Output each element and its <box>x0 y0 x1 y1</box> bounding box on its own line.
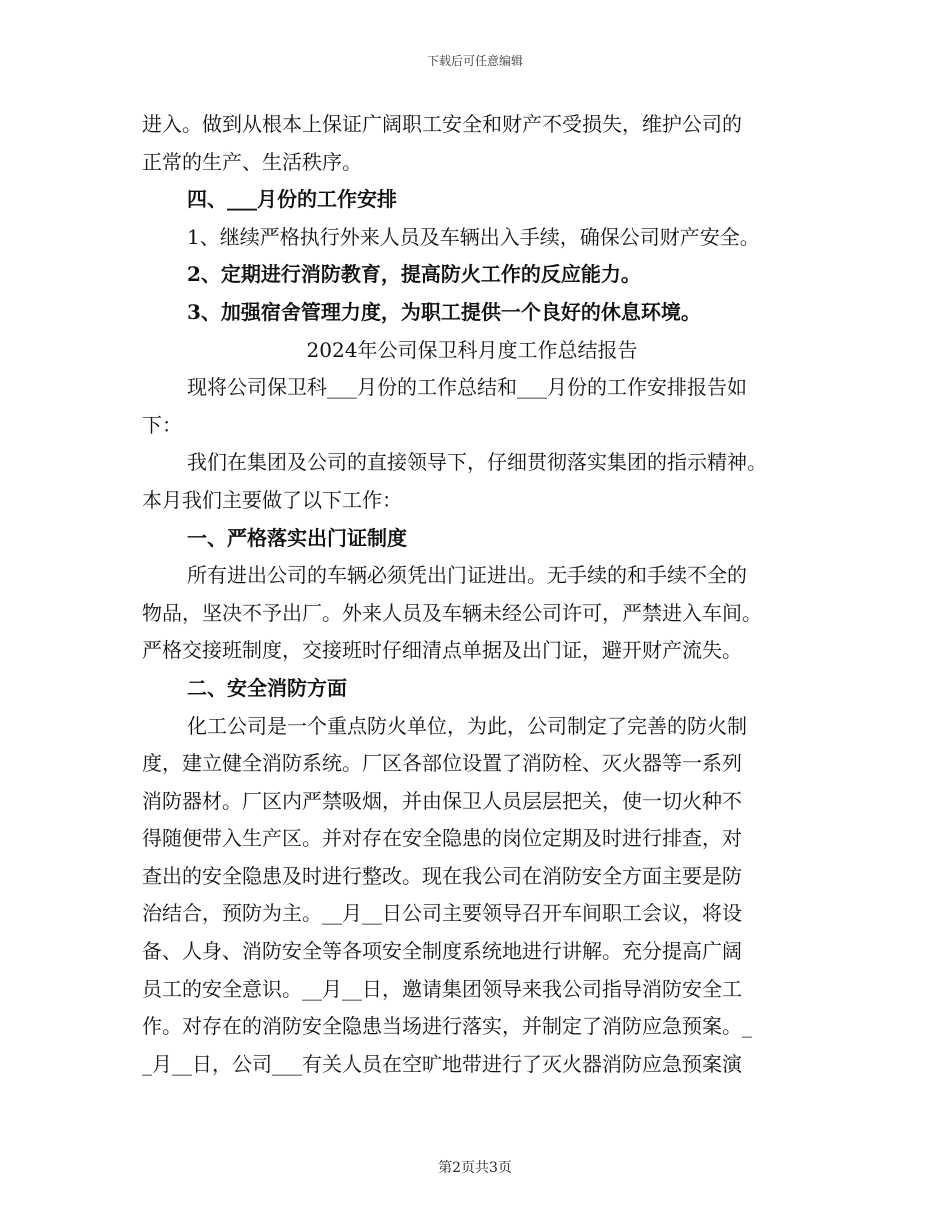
body-line: 所有进出公司的车辆必须凭出门证进出。无手续的和手续不全的 <box>187 563 747 588</box>
body-line: 我们在集团及公司的直接领导下，仔细贯彻落实集团的指示精神。 <box>187 450 767 475</box>
body-line: 1、继续严格执行外来人员及车辆出入手续，确保公司财产安全。 <box>187 224 760 249</box>
page-header-note: 下载后可任意编辑 <box>426 54 523 68</box>
body-line: 正常的生产、生活秩序。 <box>142 149 362 174</box>
page-number: 第2页共3页 <box>438 1160 512 1176</box>
body-line: 现将公司保卫科___月份的工作总结和___月份的工作安排报告如 <box>187 375 747 400</box>
body-line: 度，建立健全消防系统。厂区各部位设置了消防栓、灭火器等一系列 <box>142 751 742 776</box>
body-line: 化工公司是一个重点防火单位，为此，公司制定了完善的防火制 <box>187 713 747 738</box>
body-line: 消防器材。厂区内严禁吸烟，并由保卫人员层层把关，使一切火种不 <box>142 788 742 813</box>
body-line: 查出的安全隐患及时进行整改。现在我公司在消防安全方面主要是防 <box>142 863 742 888</box>
body-line: 物品，坚决不予出厂。外来人员及车辆未经公司许可，严禁进入车间。 <box>142 600 762 625</box>
body-line: 本月我们主要做了以下工作： <box>142 487 402 512</box>
body-line: _月__日，公司___有关人员在空旷地带进行了灭火器消防应急预案演 <box>142 1051 742 1076</box>
document-title: 2024年公司保卫科月度工作总结报告 <box>306 337 638 362</box>
body-line: 进入。做到从根本上保证广阔职工安全和财产不受损失，维护公司的 <box>142 112 742 136</box>
body-line: 下： <box>142 412 182 437</box>
body-line: 备、人身、消防安全等各项安全制度系统地进行讲解。充分提高广阔 <box>142 939 742 964</box>
section-heading: 二、安全消防方面 <box>187 675 347 700</box>
body-line: 作。对存在的消防安全隐患当场进行落实，并制定了消防应急预案。_ <box>142 1014 752 1039</box>
section-heading: 一、严格落实出门证制度 <box>187 525 407 550</box>
body-line: 3、加强宿舍管理力度，为职工提供一个良好的休息环境。 <box>187 299 701 324</box>
body-line: 2、定期进行消防教育，提高防火工作的反应能力。 <box>187 262 641 287</box>
document-body <box>142 106 802 1083</box>
section-heading: 四、___月份的工作安排 <box>187 187 397 212</box>
body-line: 严格交接班制度，交接班时仔细清点单据及出门证，避开财产流失。 <box>142 638 742 663</box>
body-line: 员工的安全意识。__月__日，邀请集团领导来我公司指导消防安全工 <box>142 976 742 1001</box>
body-line: 治结合，预防为主。__月__日公司主要领导召开车间职工会议，将设 <box>142 901 742 926</box>
body-line: 得随便带入生产区。并对存在安全隐患的岗位定期及时进行排查，对 <box>142 826 742 851</box>
